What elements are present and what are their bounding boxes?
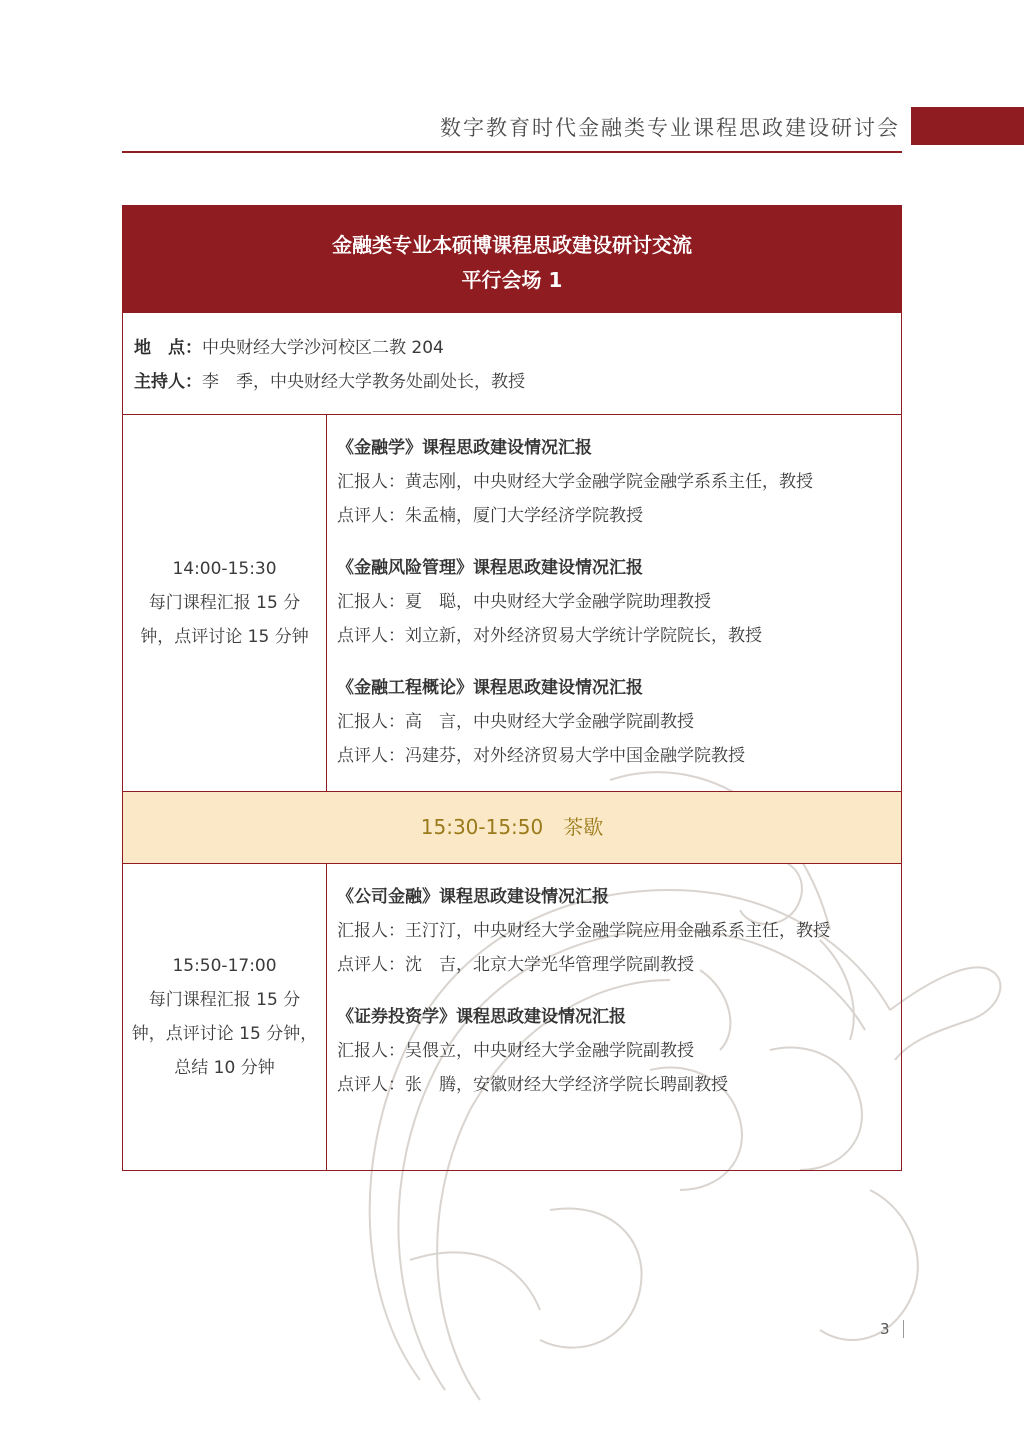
session-time: 14:00-15:30 <box>172 559 277 579</box>
session-time: 15:50-17:00 <box>172 956 277 976</box>
talk-reviewer: 点评人：沈 吉，北京大学光华管理学院副教授 <box>337 955 694 975</box>
schedule-header <box>123 206 901 312</box>
header-accent-block <box>911 107 1024 145</box>
talk-reporter: 汇报人：王汀汀，中央财经大学金融学院应用金融系系主任，教授 <box>337 921 830 941</box>
talk-reviewer: 点评人：冯建芬，对外经济贸易大学中国金融学院教授 <box>337 746 745 766</box>
session-note-line: 每门课程汇报 15 分 <box>148 990 301 1010</box>
talk-title: 《金融风险管理》课程思政建设情况汇报 <box>337 558 643 578</box>
host-label: 主持人： <box>134 372 202 392</box>
talk-item <box>337 551 901 653</box>
session-time-cell <box>123 864 327 1170</box>
location-row <box>134 331 901 365</box>
session-note-line: 钟，点评讨论 15 分钟 <box>140 627 309 647</box>
tea-break-row: 15:30-15:50 茶歇 <box>123 791 901 863</box>
venue-subtitle: 平行会场 1 <box>461 268 563 292</box>
header-divider <box>122 151 902 153</box>
session-note-line: 钟，点评讨论 15 分钟， <box>131 1024 318 1044</box>
talk-title: 《金融学》课程思政建设情况汇报 <box>337 438 592 458</box>
talk-reviewer: 点评人：张 腾，安徽财经大学经济学院长聘副教授 <box>337 1075 728 1095</box>
page-number-divider <box>903 1320 904 1338</box>
session-time-cell <box>123 415 327 791</box>
schedule-table <box>122 205 902 1171</box>
talk-reporter: 汇报人：黄志刚，中央财经大学金融学院金融学系系主任，教授 <box>337 472 813 492</box>
schedule-title: 金融类专业本硕博课程思政建设研讨交流 <box>332 233 692 257</box>
page-number: 3 <box>880 1320 890 1338</box>
conference-title: 数字教育时代金融类专业课程思政建设研讨会 <box>440 116 900 140</box>
talk-reporter: 汇报人：高 言，中央财经大学金融学院副教授 <box>337 712 694 732</box>
session-row-1 <box>123 414 901 791</box>
talk-title: 《金融工程概论》课程思政建设情况汇报 <box>337 678 643 698</box>
talk-reporter: 汇报人：夏 聪，中央财经大学金融学院助理教授 <box>337 592 711 612</box>
session-talks <box>327 864 901 1170</box>
talk-item <box>337 1000 901 1102</box>
host-value: 李 季，中央财经大学教务处副处长，教授 <box>202 372 525 392</box>
talk-title: 《证券投资学》课程思政建设情况汇报 <box>337 1007 626 1027</box>
session-note-line: 总结 10 分钟 <box>174 1058 275 1078</box>
session-row-2 <box>123 863 901 1170</box>
session-note-line: 每门课程汇报 15 分 <box>148 593 301 613</box>
meeting-info <box>123 312 901 414</box>
talk-reviewer: 点评人：刘立新，对外经济贸易大学统计学院院长，教授 <box>337 626 762 646</box>
talk-item <box>337 880 901 982</box>
talk-item <box>337 671 901 773</box>
talk-item <box>337 431 901 533</box>
talk-title: 《公司金融》课程思政建设情况汇报 <box>337 887 609 907</box>
talk-reviewer: 点评人：朱孟楠，厦门大学经济学院教授 <box>337 506 643 526</box>
talk-reporter: 汇报人：吴偎立，中央财经大学金融学院副教授 <box>337 1041 694 1061</box>
location-value: 中央财经大学沙河校区二教 204 <box>202 338 444 358</box>
session-talks <box>327 415 901 791</box>
host-row <box>134 365 901 399</box>
location-label: 地 点： <box>134 338 202 358</box>
